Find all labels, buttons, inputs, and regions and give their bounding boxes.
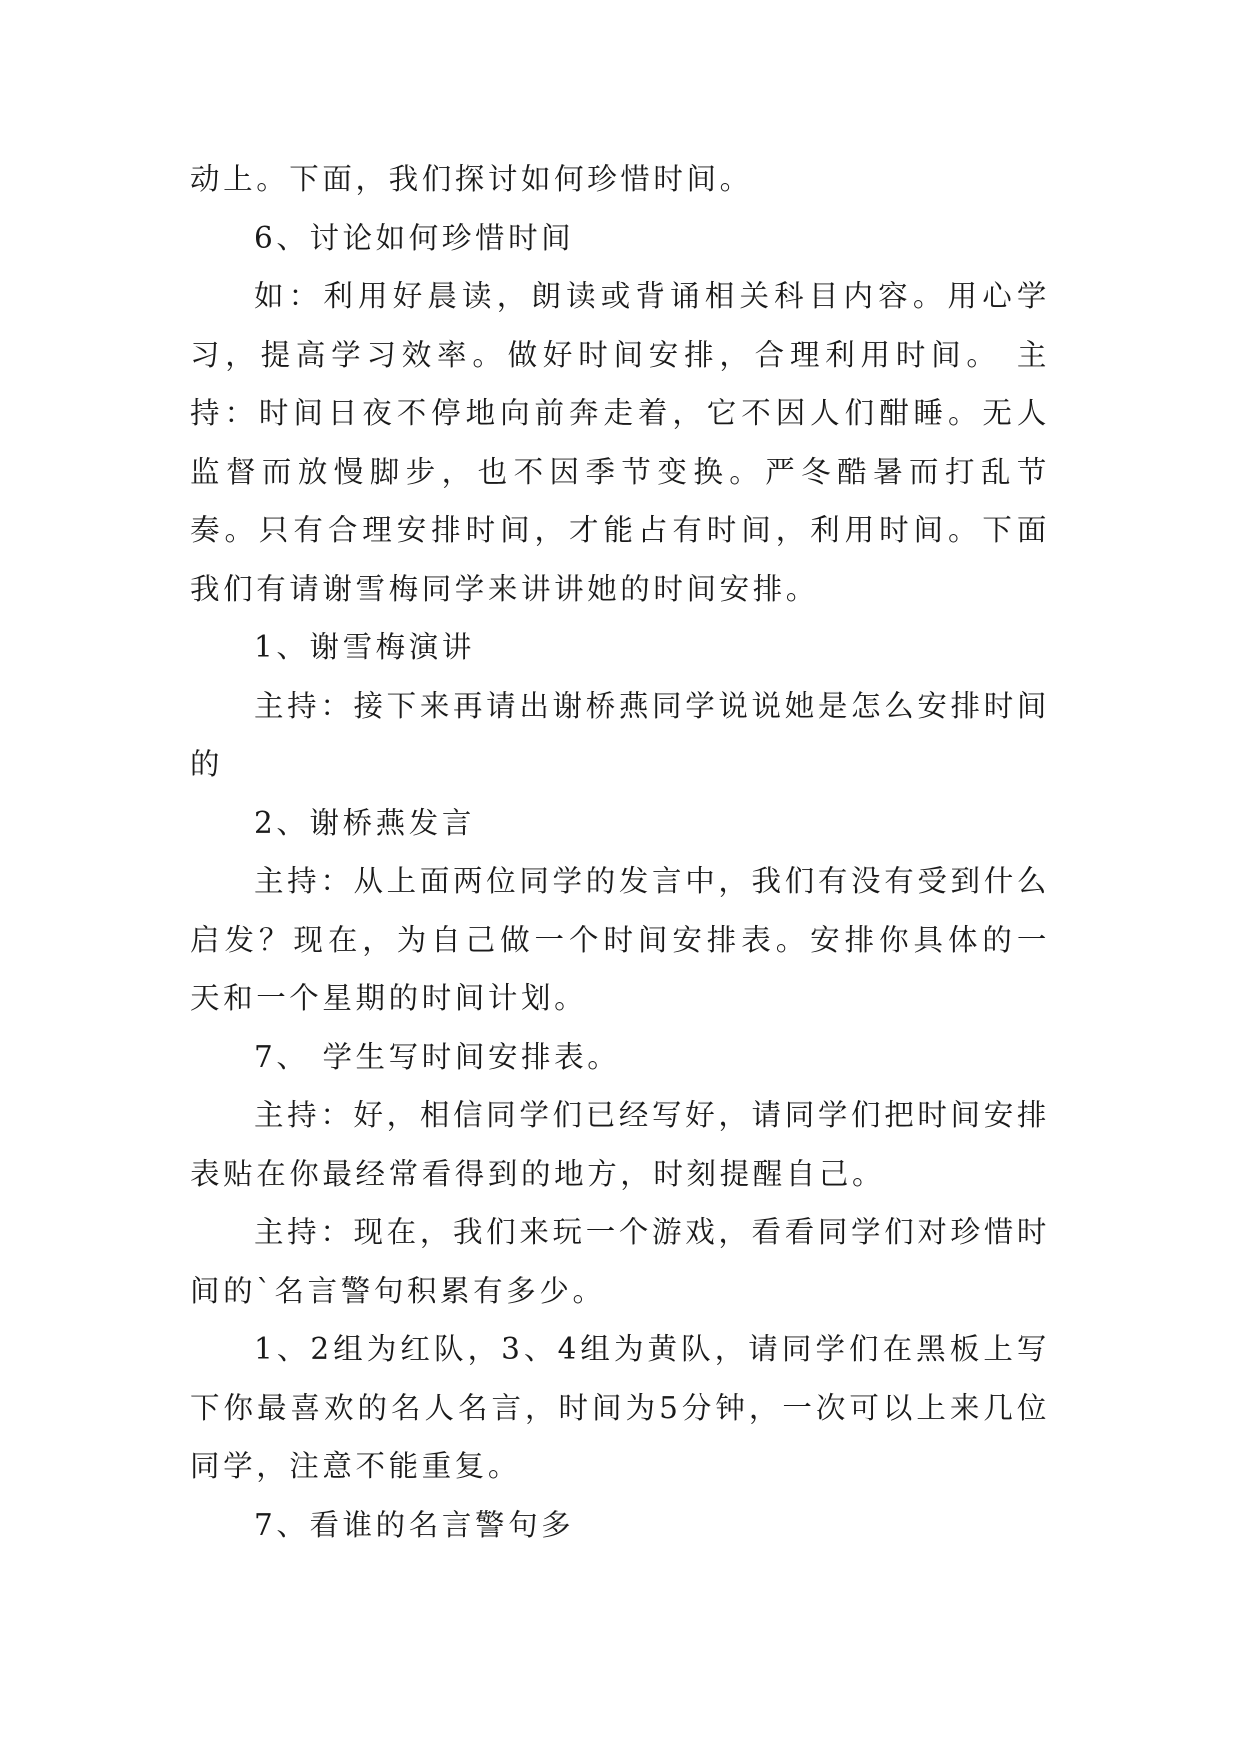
- paragraph-heading-discussion: 6、讨论如何珍惜时间: [254, 220, 575, 255]
- paragraph-speech-1: 1、谢雪梅演讲: [254, 630, 475, 664]
- paragraph-host-reflection: 主持：从上面两位同学的发言中，我们有没有受到什么启发？现在，为自己做一个时间安排表。安排你具体的一天和一个星期的时间计划。: [190, 864, 1050, 1015]
- document-page: [190, 150, 1050, 1554]
- paragraph-game-result: 7、看谁的名言警句多: [254, 1507, 575, 1542]
- paragraph-host-game: 主持：现在，我们来玩一个游戏，看看同学们对珍惜时间的`名言警句积累有多少。: [190, 1215, 1050, 1308]
- paragraph-host-intro-2: 主持：接下来再请出谢桥燕同学说说她是怎么安排时间的: [190, 688, 1050, 781]
- paragraph-write-schedule: 7、 学生写时间安排表。: [254, 1039, 621, 1074]
- paragraph-host-post-schedule: 主持：好，相信同学们已经写好，请同学们把时间安排表贴在你最经常看得到的地方，时刻提醒自己。: [190, 1098, 1050, 1191]
- paragraph-game-rules: 1、2组为红队，3、4组为黄队，请同学们在黑板上写下你最喜欢的名人名言，时间为5分钟，一次可以上来几位同学，注意不能重复。: [190, 1332, 1050, 1483]
- paragraph-continuation: 动上。下面，我们探讨如何珍惜时间。: [190, 162, 753, 196]
- paragraph-examples: 如：利用好晨读，朗读或背诵相关科目内容。用心学习，提高学习效率。做好时间安排，合理利用时间。 主持：时间日夜不停地向前奔走着，它不因人们酣睡。无人监督而放慢脚步，也不因季节变换。严冬酷暑而打乱节奏。只有合理安排时间，才能占有时间，利用时间。下面我们有请谢雪梅同学来讲讲她的时间安排。: [190, 279, 1050, 606]
- paragraph-speech-2: 2、谢桥燕发言: [254, 805, 475, 840]
